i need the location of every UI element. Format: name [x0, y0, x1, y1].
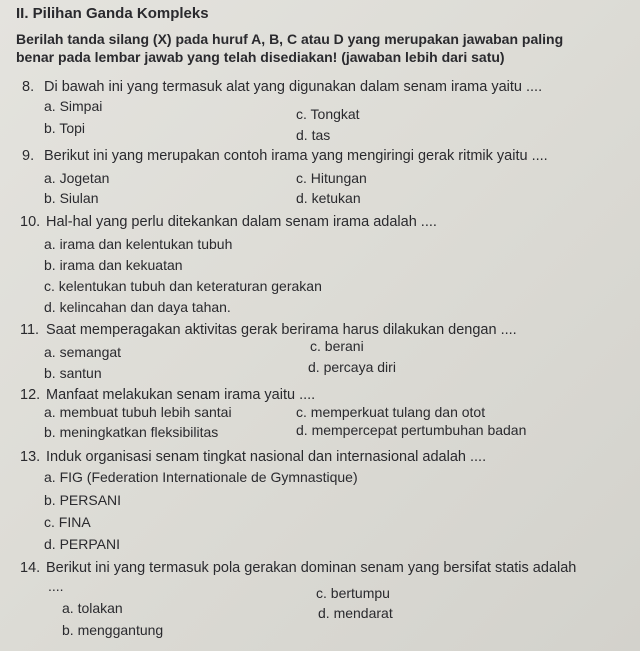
- question-12-number: 12.: [20, 387, 41, 403]
- question-14-option-b: b. menggantung: [62, 622, 164, 638]
- question-12-option-b: b. meningkatkan fleksibilitas: [44, 424, 219, 440]
- question-9-number: 9.: [22, 148, 35, 164]
- question-12-option-c: c. memperkuat tulang dan otot: [296, 404, 486, 420]
- question-8-option-c: c. Tongkat: [296, 106, 360, 122]
- question-13-text: Induk organisasi senam tingkat nasional dan internasional adalah ....: [46, 449, 487, 465]
- question-10-number: 10.: [20, 214, 41, 230]
- instruction-line-2: benar pada lembar jawab yang telah disediakan! (jawaban lebih dari satu): [16, 49, 505, 65]
- instruction-line-1: Berilah tanda silang (X) pada huruf A, B, C atau D yang merupakan jawaban paling: [16, 31, 564, 47]
- question-10-option-c: c. kelentukan tubuh dan keteraturan gerakan: [44, 278, 322, 294]
- question-9-text: Berikut ini yang merupakan contoh irama yang mengiringi gerak ritmik yaitu ....: [44, 148, 548, 164]
- question-8-option-d: d. tas: [296, 127, 331, 143]
- question-9-option-d: d. ketukan: [296, 190, 361, 206]
- question-11-option-d: d. percaya diri: [308, 359, 396, 375]
- question-14-option-a: a. tolakan: [62, 600, 123, 616]
- question-13-option-d: d. PERPANI: [44, 536, 120, 552]
- question-10-option-a: a. irama dan kelentukan tubuh: [44, 236, 233, 252]
- question-8-text: Di bawah ini yang termasuk alat yang digunakan dalam senam irama yaitu ....: [44, 79, 543, 95]
- question-14-number: 14.: [20, 560, 41, 576]
- question-10-option-d: d. kelincahan dan daya tahan.: [44, 299, 231, 315]
- question-9-option-b: b. Siulan: [44, 190, 99, 206]
- question-14-option-c: c. bertumpu: [316, 585, 390, 601]
- question-13-option-b: b. PERSANI: [44, 492, 122, 508]
- question-14-text: Berikut ini yang termasuk pola gerakan dominan senam yang bersifat statis adalah: [46, 560, 577, 576]
- question-12-option-a: a. membuat tubuh lebih santai: [44, 404, 232, 420]
- question-11-number: 11.: [20, 322, 40, 338]
- question-9-option-c: c. Hitungan: [296, 170, 367, 186]
- question-9-option-a: a. Jogetan: [44, 170, 110, 186]
- question-14-option-d: d. mendarat: [318, 605, 393, 621]
- question-12-text: Manfaat melakukan senam irama yaitu ....: [46, 387, 316, 403]
- question-8-number: 8.: [22, 79, 35, 95]
- question-10-text: Hal-hal yang perlu ditekankan dalam senam irama adalah ....: [46, 214, 437, 230]
- question-10-option-b: b. irama dan kekuatan: [44, 257, 183, 273]
- question-13-option-c: c. FINA: [44, 514, 91, 530]
- question-8-option-b: b. Topi: [44, 120, 85, 136]
- question-8-option-a: a. Simpai: [44, 98, 103, 114]
- question-11-option-a: a. semangat: [44, 344, 122, 360]
- question-11-option-c: c. berani: [310, 338, 364, 354]
- question-11-text: Saat memperagakan aktivitas gerak berirama harus dilakukan dengan ....: [46, 322, 517, 338]
- question-13-number: 13.: [20, 449, 41, 465]
- question-13-option-a: a. FIG (Federation Internationale de Gymnastique): [44, 469, 358, 485]
- question-12-option-d: d. mempercepat pertumbuhan badan: [296, 422, 527, 438]
- question-11-option-b: b. santun: [44, 365, 102, 381]
- section-title: II. Pilihan Ganda Kompleks: [16, 5, 209, 22]
- question-14-continuation: ....: [48, 578, 64, 594]
